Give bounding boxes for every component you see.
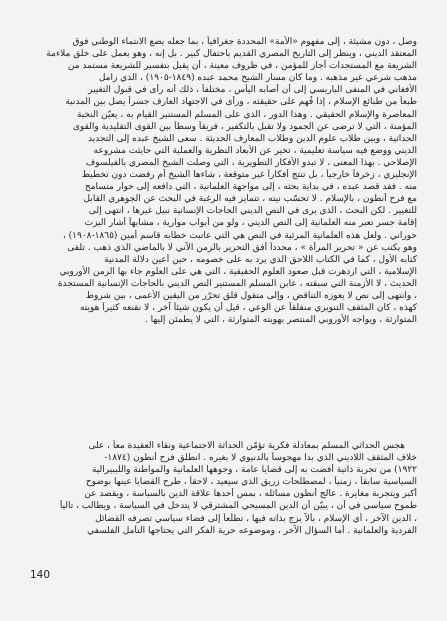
text-line: ، وانتهى إلى نص لا يعوزه التناقض ، وإلى متقول قلق تحرّر من اليقين الأعمى ، بين شروط [85, 290, 417, 301]
text-line: كهذه ، كان المثقف التنويري منقلقاً عن الوعي ، قيل أن يكون شيئاً آخر ، لا نقنعه كثيراً هويته [79, 303, 417, 314]
text-line: طبعاً من طبائع الإسلام ، إذا فُهم على حقيقته ، ورأى في الاجتهاد العارف جسراً يصل بين المدنية [65, 97, 417, 108]
text-line: الديني ووضع فيه سياسة تعليمية ، تخير عن الأبعاد النظرية والعملية التي حايثت مشروعه [93, 145, 417, 156]
text-line: ، الدين الآخر ، أي الإسلام ، بألاّ يزج بذاته فيها ، تطلّعاً إلى فضاء سياسي تصرفه القضائل [95, 513, 417, 524]
text-line: مذهب شرعي غير مذهبه . وما كان مسار الشيخ محمد عبده (١٨٤٩-١٩٠٥) ، الذي زامل [98, 73, 417, 84]
text-line: المؤمنة ، التي لا ترضى عن الجمود ولا تقبل بالتكفير ، فريقاً وسطاً بين القوى التقليدية والقوى [72, 121, 417, 132]
text-line: كتابه الأول ، كما في الكتاب اللاحق الذي يرد به على خصومه ، حين أعين دلالة المدنية [104, 254, 417, 265]
text-line: السياسية سابقاً ، زمنياً ، لمصطلحات زريق الذي سيعيد ، لاحقاً ، طرح القضايا عينها بوضوح [85, 477, 417, 488]
text-line: الإنجليزي ، زخرفاً خارجياً ، بل تنتج أفكاراً غير متوقعة ، شاءها الشيخ أم رفضت دون تخطيط [81, 170, 417, 181]
text-line: الأفغاني في المنفى الباريسي إلى أن أصابه اليأس ، مختلفاً ، ذلك أنه رأى في قبول التغيير [88, 85, 417, 96]
text-line: وصل ، دون مشيئة ، إلى مفهوم «الأمة» المحددة جغرافياً ، بما جعله يضع الانتماء الوطني فوق [72, 37, 417, 47]
text-line: ١٩٢٢) من تجربة ذاتية أفضت به إلى قضايا عامة ، وجوهها العلمانية والمواطنة والليبيرالية [91, 465, 417, 476]
text-line: حوراني . ولعل هذه العلمانية المرئية في النص هي التي عاتبت خطابه قاسم أمين (١٨٦٥-١٩٠٨) ، [62, 230, 417, 241]
text-line: الحديث ، لا الأزمنة التي سبقته ، عابن المسلم المستنير النص الديني بالحاجات الإنسانية المستجدة [57, 278, 417, 289]
text-line: للتغيير . لكن البحث ، الذي يرى في النص الديني الحاجات الإنسانية نبيل غيرها ، انتهى إلى [88, 206, 417, 217]
text-line: منه . فقد قصد عبده ، في بداية بحثه ، إلى مواجهة العلمانية ، التي دافعه إلى حوار متسامح [84, 182, 417, 193]
body-paragraph-1 [30, 36, 417, 428]
text-line: أكبر ويتجربة مغايرة . عالج أنطون مسائله ، بمس أحدها علاقة الدين بالسياسة ، ويقصد عن [84, 489, 417, 500]
body-paragraph-2 [30, 440, 417, 550]
text-line: الإسلامية ، التي ازدهرت قبل صعود العلوم الحقيقية ، التي هي على العلوم جاء بها الزمن الأوروبي [59, 266, 417, 277]
text-line: الحداثية ، وبين طلاب علوم الدين وطلاب المعارف الحديثة . سعى الشيخ عبده إلى التجديد [87, 133, 417, 144]
text-line: المتوارثة ، ويواجه الأوروبي المنتصر بهويته المتوارثة ، التي لا يطمئن إليها . [144, 315, 417, 326]
text-line: الفردية والعلمانية . أما السؤال الآخر ، وموضوعه حرية الفكر التي يحتاجها التأمل الفلسفي [87, 525, 417, 536]
text-line: الشريعة مع المستجدات أجاز للمؤمن ، في ظروف معينة ، أن يقبل بتفسير للشريعة مستمد من [67, 61, 417, 72]
page-number: 140 [30, 569, 51, 581]
text-line: المعتقد الديني ، وينظر إلى التاريخ المصري القديم باحتفال كبير . بل إنه ، وهو يعمل على خلق ملاءمة [46, 49, 417, 60]
text-line: مع فرح أنطون ، بالإسلام . لا تحسّب نيته ، تتمايز فيه الرغبة في البحث عن الجوهري القابل [83, 194, 417, 205]
text-line: هجس الحداثي المسلم بمعادلة فكرية تؤمّن الحداثة الاجتماعية ونقاء العقيدة معاً ، على [88, 441, 405, 451]
text-line: المعاصرة والإسلام الحقيقي . وهذا الدور ، الذي على المسلم المستنير القيام به ، يعيّن النخبة [76, 109, 417, 120]
text-line: طموح سياسي في أن ، يبيّن أن الدين المسيحي المشترقي لا يتدخل في السياسة ، ويطالب ، تالياً [59, 501, 417, 512]
text-line: الإصلاحي . بهذا المعنى ، لا تبدو الأفكار التطويرية ، التي وصلت الشيخ المصري بالفيلسوف [85, 157, 417, 168]
text-line: وهو يكتب عن « تحرير المرأة » ، محدداً أفق التحرير بالزمن الآني لا بالماضي الذي ذهب . تلقى [67, 242, 417, 253]
text-line: خلاف المثقف اللاديني الذي بدا مهجوساً بالدنيوي لا بغيره . انطلق فرح أنطون (١٨٧٤- [104, 453, 417, 464]
text-line: إقامة جسر تعبر منه العلمانية إلى النص الديني ، ولو من أبواب موارية ، مشابهاً أشار اليزت [84, 218, 417, 229]
